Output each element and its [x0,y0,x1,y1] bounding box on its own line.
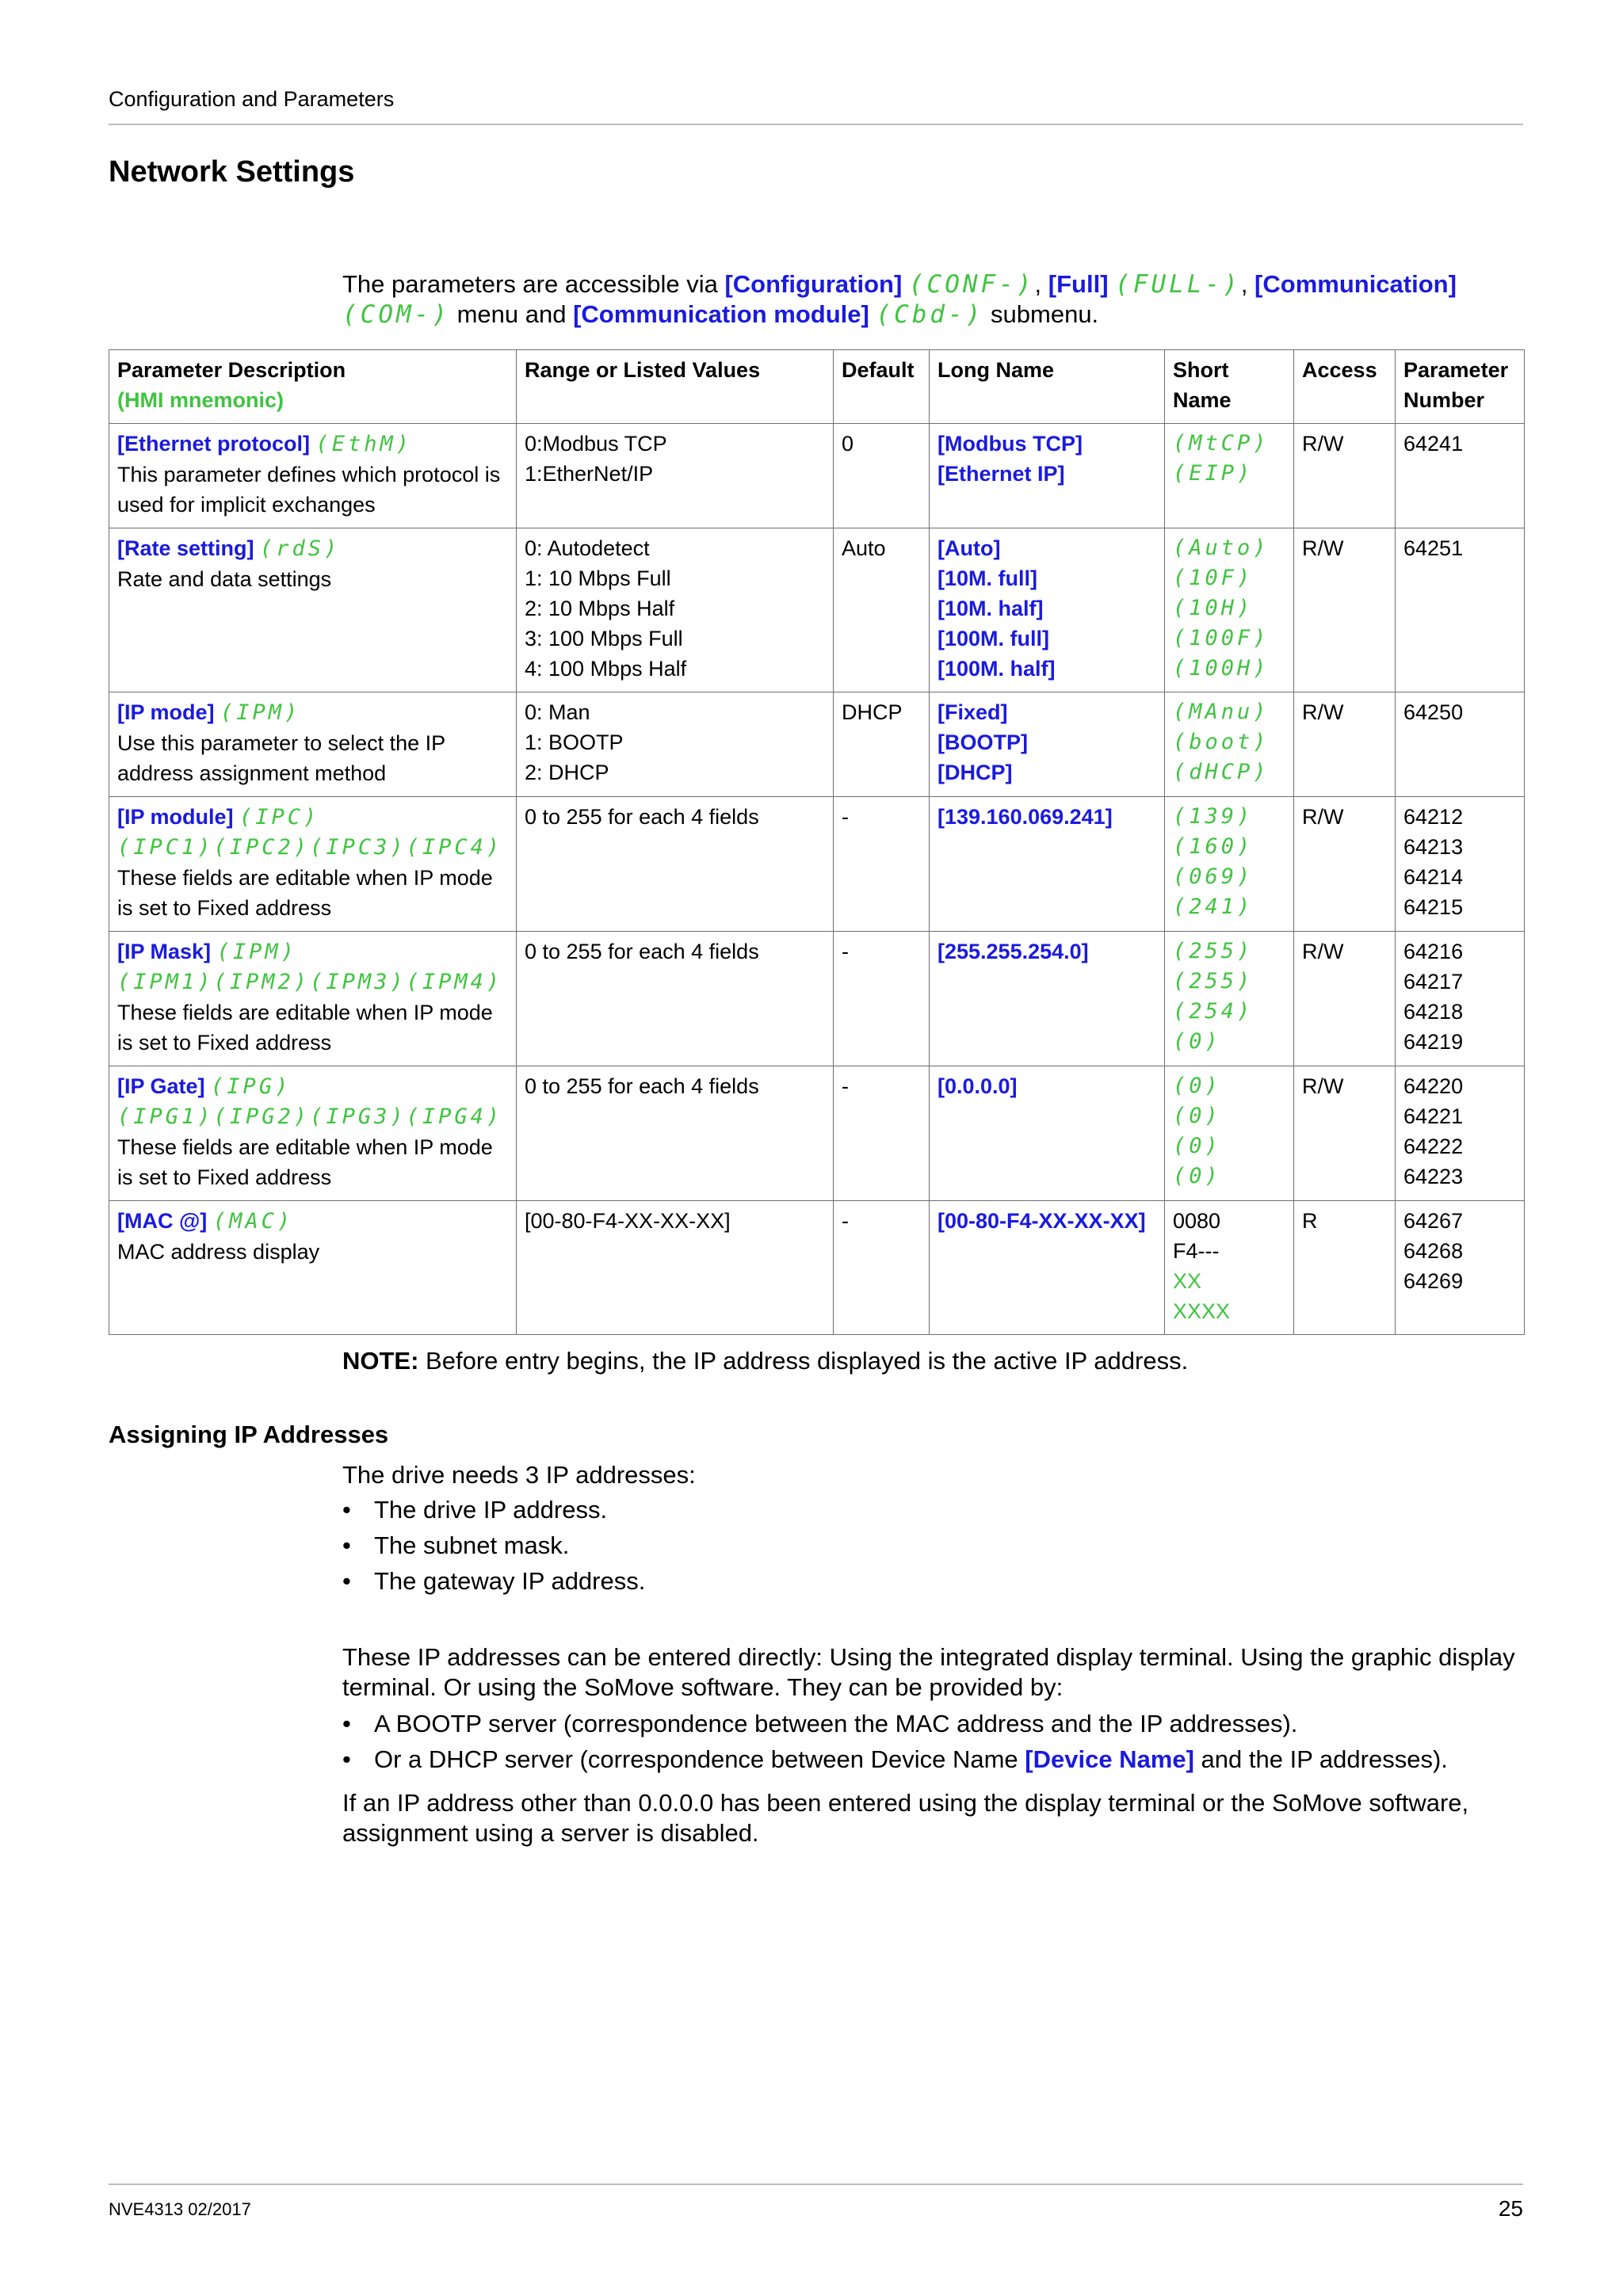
cell-range [517,424,834,528]
code-cbd: (Cbd-) [876,300,984,329]
bullet-icon: • [342,1745,351,1773]
section-heading: Assigning IP Addresses [109,1421,389,1448]
short-name-value: (EIP) [1173,461,1254,486]
access-value: R/W [1302,432,1344,456]
cell-long-name [930,932,1165,1066]
header-access: Access [1294,350,1396,424]
long-name-value: [10M. full] [938,566,1037,590]
parameter-name: [Rate setting] [117,536,254,560]
short-name-value: (MAnu) [1173,700,1270,724]
access-value: R [1302,1209,1318,1233]
cell-long-name [930,692,1165,797]
cell-access [1294,1201,1396,1335]
short-name-value: (Auto) [1173,536,1270,560]
bullet-icon: • [342,1710,351,1737]
parameter-number-value: 64218 [1403,1000,1464,1024]
table-row [109,797,1525,932]
long-name-value: [BOOTP] [938,730,1028,754]
parameter-description: Rate and data settings [117,567,332,591]
range-value: 0 to 255 for each 4 fields [525,940,759,963]
table-row [109,932,1525,1066]
short-name-value: F4--- [1173,1239,1220,1263]
cell-range [517,932,834,1066]
cell-parameter-number [1396,424,1525,528]
long-name-value: [255.255.254.0] [938,940,1089,963]
range-value: 0: Man [525,700,590,724]
short-name-value: (0) [1173,1029,1221,1054]
cell-range [517,1066,834,1201]
hmi-mnemonic: (IPM) [220,700,301,725]
list-item [342,1495,1531,1531]
cell-default [834,1066,930,1201]
long-name-value: [Auto] [938,536,1001,560]
parameter-number-value: 64268 [1403,1239,1464,1263]
parameter-number-value: 64223 [1403,1165,1464,1188]
short-name-value: 0080 [1173,1209,1221,1233]
note [342,1347,1188,1375]
parameter-description: MAC address display [117,1240,320,1264]
long-name-value: [Ethernet IP] [938,462,1065,486]
parameter-number-value: 64215 [1403,895,1464,919]
cell-short-name [1165,692,1294,797]
cell-parameter-number [1396,1066,1525,1201]
parameter-number-value: 64251 [1403,536,1464,560]
code-full: (FULL-) [1115,270,1241,299]
cell-range [517,528,834,692]
range-value: [00-80-F4-XX-XX-XX] [525,1209,731,1233]
parameter-number-value: 64214 [1403,865,1464,889]
list-item-text: A BOOTP server (correspondence between the MAC address and the IP addresses). [374,1710,1298,1737]
parameter-name: [IP Mask] [117,940,212,963]
hmi-subfields: (IPC1)(IPC2)(IPC3)(IPC4) [117,835,503,860]
header-hmi-mnemonic: (HMI mnemonic) [117,388,285,412]
short-name-value: (boot) [1173,730,1270,754]
range-value: 4: 100 Mbps Half [525,657,687,681]
page-number: 25 [1498,2196,1523,2221]
short-name-value: (dHCP) [1173,760,1270,784]
cell-range [517,692,834,797]
cell-access [1294,1066,1396,1201]
parameter-number-value: 64212 [1403,805,1464,829]
document-reference: NVE4313 02/2017 [109,2199,251,2219]
cell-description [109,932,517,1066]
short-name-value: (255) [1173,939,1254,963]
cell-long-name [930,1201,1165,1335]
list-item-text: The subnet mask. [374,1531,570,1559]
cell-long-name [930,424,1165,528]
cell-long-name [930,1066,1165,1201]
header-long-name: Long Name [930,350,1165,424]
cell-parameter-number [1396,692,1525,797]
short-name-value: (100F) [1173,626,1270,650]
running-header: Configuration and Parameters [109,87,395,111]
range-value: 1: BOOTP [525,730,624,754]
device-name-reference: [Device Name] [1025,1745,1194,1773]
cell-parameter-number [1396,528,1525,692]
cell-range [517,1201,834,1335]
intro-paragraph [342,269,1531,330]
cell-short-name [1165,932,1294,1066]
default-value: - [842,1209,849,1233]
cell-description [109,1201,517,1335]
code-conf: (CONF-) [908,270,1035,299]
cell-parameter-number [1396,1201,1525,1335]
cell-description [109,692,517,797]
menu-configuration: [Configuration] [724,270,903,298]
hmi-mnemonic: (rdS) [260,536,341,561]
hmi-mnemonic: (IPM) [216,940,297,964]
hmi-mnemonic: (MAC) [212,1209,294,1234]
cell-default [834,528,930,692]
long-name-value: [Modbus TCP] [938,432,1083,456]
short-name-value: (069) [1173,864,1254,889]
range-value: 0: Autodetect [525,536,650,560]
short-name-value: (0) [1173,1134,1221,1158]
short-name-value: (255) [1173,969,1254,994]
cell-range [517,797,834,932]
default-value: - [842,940,849,963]
short-name-value: (100H) [1173,656,1270,681]
short-name-value: (0) [1173,1074,1221,1098]
intro-text: submenu. [983,300,1099,328]
range-value: 0 to 255 for each 4 fields [525,805,759,829]
cell-access [1294,797,1396,932]
list-item [342,1566,1531,1602]
page-title: Network Settings [109,155,355,189]
list-item [342,1745,1531,1780]
cell-short-name [1165,1201,1294,1335]
default-value: 0 [842,432,854,456]
note-label: NOTE: [342,1347,419,1375]
menu-communication-module: [Communication module] [573,300,869,328]
cell-description [109,1066,517,1201]
code-com: (COM-) [342,300,450,329]
bullet-icon: • [342,1567,351,1595]
range-value: 2: DHCP [525,761,609,784]
cell-access [1294,692,1396,797]
list-item-text: The drive IP address. [374,1496,608,1524]
hmi-subfields: (IPG1)(IPG2)(IPG3)(IPG4) [117,1104,503,1129]
header-range: Range or Listed Values [517,350,834,424]
cell-short-name [1165,1066,1294,1201]
access-value: R/W [1302,940,1344,963]
header-default: Default [834,350,930,424]
cell-description [109,797,517,932]
cell-default [834,692,930,797]
parameter-number-value: 64267 [1403,1209,1464,1233]
parameter-number-value: 64216 [1403,940,1464,963]
table-row [109,528,1525,692]
cell-description [109,424,517,528]
long-name-value: [139.160.069.241] [938,805,1113,829]
long-name-value: [100M. half] [938,657,1056,681]
long-name-value: [00-80-F4-XX-XX-XX] [938,1209,1146,1233]
header-description [109,350,517,424]
cell-parameter-number [1396,797,1525,932]
access-value: R/W [1302,700,1344,724]
intro-sep: , [1240,270,1255,298]
parameter-number-value: 64250 [1403,700,1464,724]
parameter-number-value: 64241 [1403,432,1464,456]
range-value: 0 to 255 for each 4 fields [525,1074,759,1098]
parameter-name: [Ethernet protocol] [117,432,310,456]
cell-parameter-number [1396,932,1525,1066]
cell-short-name [1165,424,1294,528]
range-value: 1: 10 Mbps Full [525,566,671,590]
short-name-value: XXXX [1173,1299,1231,1323]
bullet-icon: • [342,1496,351,1524]
menu-full: [Full] [1048,270,1109,298]
list-item-text: The gateway IP address. [374,1567,646,1595]
bullet-icon: • [342,1531,351,1559]
range-value: 2: 10 Mbps Half [525,597,675,620]
default-value: - [842,805,849,829]
cell-short-name [1165,797,1294,932]
parameter-description: These fields are editable when IP mode is set to Fixed address [117,866,493,920]
table-row [109,424,1525,528]
range-value: 3: 100 Mbps Full [525,627,683,650]
cell-access [1294,424,1396,528]
parameter-name: [MAC @] [117,1209,208,1233]
cell-description [109,528,517,692]
short-name-value: (254) [1173,999,1254,1024]
parameter-number-value: 64217 [1403,970,1464,994]
range-value: 1:EtherNet/IP [525,462,654,486]
cell-default [834,424,930,528]
ip-address-list [342,1495,1531,1602]
long-name-value: [100M. full] [938,627,1050,650]
server-list [342,1709,1531,1780]
table-row [109,1066,1525,1201]
list-item [342,1709,1531,1745]
parameter-number-value: 64213 [1403,835,1464,859]
cell-access [1294,932,1396,1066]
note-text: Before entry begins, the IP address displayed is the active IP address. [418,1347,1189,1375]
parameter-number-value: 64222 [1403,1135,1464,1158]
parameter-number-value: 64220 [1403,1074,1464,1098]
hmi-mnemonic: (IPC) [239,805,320,830]
cell-long-name [930,797,1165,932]
header-short-name: Short Name [1165,350,1294,424]
intro-text: menu and [449,300,574,328]
hmi-subfields: (IPM1)(IPM2)(IPM3)(IPM4) [117,970,503,994]
short-name-value: (160) [1173,834,1254,859]
parameter-name: [IP mode] [117,700,215,724]
hmi-mnemonic: (IPG) [211,1074,292,1099]
long-name-value: [Fixed] [938,700,1008,724]
access-value: R/W [1302,1074,1344,1098]
short-name-value: (0) [1173,1104,1221,1128]
short-name-value: (139) [1173,804,1254,829]
access-value: R/W [1302,536,1344,560]
menu-communication: [Communication] [1254,270,1457,298]
hmi-mnemonic: (EthM) [315,432,413,456]
assign-paragraph: These IP addresses can be entered directly: Using the integrated display terminal. Using the graphic display terminal. Or using the SoMove software. They can be provided by: [342,1643,1515,1701]
list-item-text: and the IP addresses). [1193,1745,1448,1773]
short-name-value: XX [1173,1269,1202,1293]
header-rule [109,124,1523,125]
list-item [342,1531,1531,1566]
list-item-text: Or a DHCP server (correspondence between Device Name [374,1745,1025,1773]
parameter-number-value: 64269 [1403,1269,1464,1293]
cell-short-name [1165,528,1294,692]
parameter-name: [IP Gate] [117,1074,205,1098]
parameter-number-value: 64219 [1403,1030,1464,1054]
parameter-number-value: 64221 [1403,1104,1464,1128]
parameter-description: These fields are editable when IP mode is set to Fixed address [117,1135,493,1189]
parameter-description: These fields are editable when IP mode is set to Fixed address [117,1001,493,1055]
server-disabled-paragraph: If an IP address other than 0.0.0.0 has been entered using the display terminal or the SoMove software, assignment using a server is disabled. [342,1789,1469,1847]
parameter-description: Use this parameter to select the IP address assignment method [117,731,445,785]
short-name-value: (241) [1173,894,1254,919]
long-name-value: [0.0.0.0] [938,1074,1018,1098]
parameter-name: [IP module] [117,805,234,829]
short-name-value: (10F) [1173,566,1254,590]
intro-text: The parameters are accessible via [342,270,725,298]
default-value: Auto [842,536,886,560]
parameter-description: This parameter defines which protocol is used for implicit exchanges [117,463,501,517]
cell-default [834,932,930,1066]
intro-sep: , [1034,270,1048,298]
range-value: 0:Modbus TCP [525,432,667,456]
short-name-value: (MtCP) [1173,431,1270,456]
table-row [109,1201,1525,1335]
long-name-value: [DHCP] [938,761,1013,784]
table-body [109,424,1525,1335]
assign-lead: The drive needs 3 IP addresses: [342,1461,696,1489]
cell-default [834,797,930,932]
default-value: - [842,1074,849,1098]
short-name-value: (10H) [1173,596,1254,620]
cell-long-name [930,528,1165,692]
long-name-value: [10M. half] [938,597,1044,620]
header-parameter-number: Parameter Number [1396,350,1525,424]
footer-rule [109,2183,1523,2185]
short-name-value: (0) [1173,1164,1221,1188]
table-header-row [109,350,1525,424]
cell-default [834,1201,930,1335]
cell-access [1294,528,1396,692]
access-value: R/W [1302,805,1344,829]
header-description-label: Parameter Description [117,358,346,382]
default-value: DHCP [842,700,903,724]
table-row [109,692,1525,797]
parameter-table [109,349,1525,1335]
